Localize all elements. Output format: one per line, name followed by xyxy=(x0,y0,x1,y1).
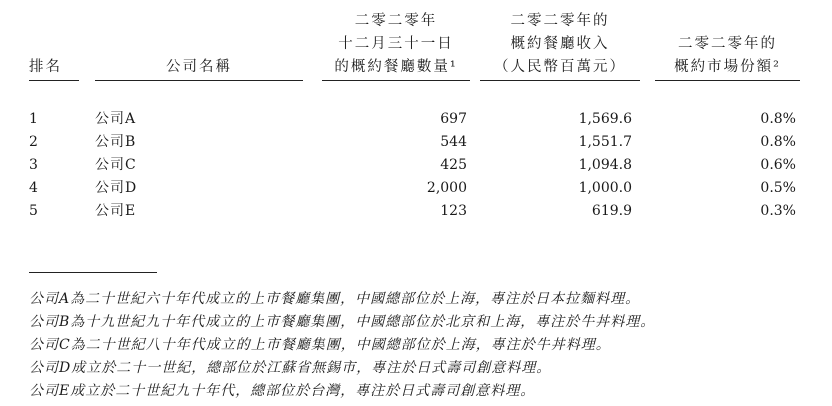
revenue-cell: 1,000.0 xyxy=(578,180,632,196)
header-count-underline xyxy=(322,80,470,81)
header-count-line-3: 的概約餐廳數量¹ xyxy=(334,59,458,75)
rank-cell: 4 xyxy=(29,180,38,196)
header-rank xyxy=(29,56,79,79)
header-revenue-line-3: （人民幣百萬元） xyxy=(494,59,626,75)
footnote-company-b: 公司B為十九世紀九十年代成立的上市餐廳集團，中國總部位於北京和上海，專注於牛丼料理。 xyxy=(29,314,656,330)
header-market-share xyxy=(655,33,800,79)
market-share-cell: 0.3% xyxy=(760,203,796,219)
revenue-cell: 619.9 xyxy=(591,203,632,219)
revenue-cell: 1,094.8 xyxy=(578,157,632,173)
header-restaurant-count xyxy=(322,10,470,79)
revenue-cell: 1,551.7 xyxy=(578,134,632,150)
header-count-line-2: 十二月三十一日 xyxy=(338,36,454,52)
header-revenue-line-2: 概約餐廳收入 xyxy=(510,36,610,52)
market-share-cell: 0.6% xyxy=(760,157,796,173)
header-revenue-line-1: 二零二零年的 xyxy=(510,13,610,29)
header-company-underline xyxy=(95,80,303,81)
header-share-underline xyxy=(655,80,800,81)
header-rank-label: 排名 xyxy=(29,59,62,75)
table-row xyxy=(0,131,832,153)
footnote-company-a: 公司A為二十世紀六十年代成立的上市餐廳集團，中國總部位於上海，專注於日本拉麵料理。 xyxy=(29,291,641,307)
company-name-cell: 公司A xyxy=(95,111,137,127)
company-name-cell: 公司C xyxy=(95,157,137,173)
restaurant-count-cell: 425 xyxy=(440,157,467,173)
footnote-company-c: 公司C為二十世紀八十年代成立的上市餐廳集團，中國總部位於上海，專注於牛丼料理。 xyxy=(29,337,611,353)
market-share-cell: 0.8% xyxy=(760,111,796,127)
footnote-divider xyxy=(29,272,157,273)
rank-cell: 5 xyxy=(29,203,38,219)
revenue-cell: 1,569.6 xyxy=(578,111,632,127)
table-row xyxy=(0,200,832,222)
table-row xyxy=(0,177,832,199)
restaurant-count-cell: 544 xyxy=(440,134,467,150)
table-row xyxy=(0,108,832,130)
market-share-cell: 0.8% xyxy=(760,134,796,150)
footnote-company-d: 公司D成立於二十一世紀，總部位於江蘇省無錫市，專注於日式壽司創意料理。 xyxy=(29,360,552,376)
header-count-line-1: 二零二零年 xyxy=(354,13,438,29)
table-row xyxy=(0,154,832,176)
company-name-cell: 公司B xyxy=(95,134,137,150)
restaurant-count-cell: 697 xyxy=(440,111,467,127)
company-name-cell: 公司D xyxy=(95,180,138,196)
header-revenue xyxy=(480,10,640,79)
rank-cell: 1 xyxy=(29,111,38,127)
header-share-line-2: 概約市場份額² xyxy=(674,59,781,75)
restaurant-count-cell: 2,000 xyxy=(426,180,467,196)
header-company-label: 公司名稱 xyxy=(166,59,232,75)
rank-cell: 2 xyxy=(29,134,38,150)
header-rank-underline xyxy=(29,80,79,81)
market-share-cell: 0.5% xyxy=(760,180,796,196)
rank-cell: 3 xyxy=(29,157,38,173)
restaurant-count-cell: 123 xyxy=(440,203,467,219)
company-name-cell: 公司E xyxy=(95,203,137,219)
header-share-line-1: 二零二零年的 xyxy=(678,36,777,52)
header-company xyxy=(95,56,303,79)
header-revenue-underline xyxy=(480,80,640,81)
footnote-company-e: 公司E成立於二十世紀九十年代，總部位於台灣，專注於日式壽司創意料理。 xyxy=(29,383,536,399)
